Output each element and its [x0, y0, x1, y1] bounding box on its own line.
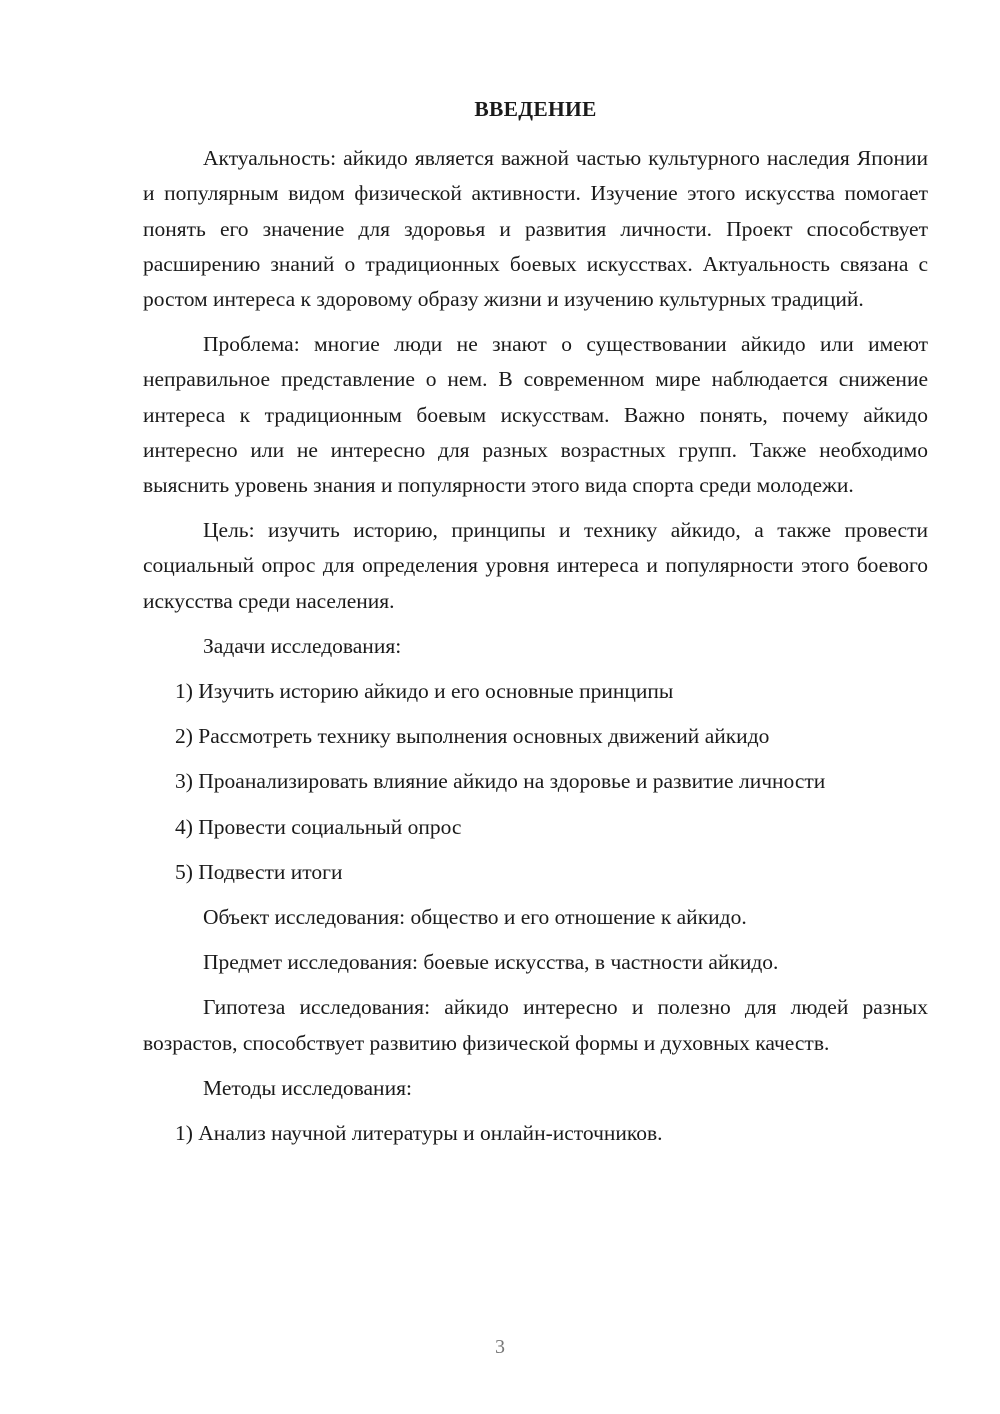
methods-heading: Методы исследования:: [203, 1075, 412, 1100]
hypothesis-paragraph: Гипотеза исследования: айкидо интересно и полезно для людей разных возрастов, способствует развитию физической формы и духовных качеств.: [143, 995, 928, 1055]
page-number: 3: [495, 1336, 505, 1358]
goal-paragraph: Цель: изучить историю, принципы и технику айкидо, а также провести социальный опрос для определения уровня интереса и популярности этого боевого искусства среди населения.: [143, 518, 928, 613]
document-page: [143, 92, 928, 1161]
task-item: 4) Провести социальный опрос: [175, 814, 462, 839]
problem-paragraph: Проблема: многие люди не знают о существовании айкидо или имеют неправильное представление о нем. В современном мире наблюдается снижение интереса к традиционным боевым искусствам. Важно понять, почему айкидо интересно или не интересно для разных возрастных групп. Также необходимо выяснить уровень знания и популярности этого вида спорта среди молодежи.: [143, 332, 928, 498]
relevance-paragraph: Актуальность: айкидо является важной частью культурного наследия Японии и популярным видом физической активности. Изучение этого искусства помогает понять его значение для здоровья и развития личности. Проект способствует расширению знаний о традиционных боевых искусствах. Актуальность связана с ростом интереса к здоровому образу жизни и изучению культурных традиций.: [143, 146, 928, 312]
task-item: 2) Рассмотреть технику выполнения основных движений айкидо: [175, 724, 770, 749]
tasks-heading: Задачи исследования:: [203, 633, 402, 658]
method-item: 1) Анализ научной литературы и онлайн-источников.: [175, 1121, 663, 1146]
subject-statement: Предмет исследования: боевые искусства, в частности айкидо.: [203, 950, 779, 975]
document-title: ВВЕДЕНИЕ: [474, 97, 597, 121]
object-statement: Объект исследования: общество и его отношение к айкидо.: [203, 905, 747, 930]
task-item: 3) Проанализировать влияние айкидо на здоровье и развитие личности: [175, 769, 826, 794]
task-item: 1) Изучить историю айкидо и его основные принципы: [175, 679, 674, 704]
task-item: 5) Подвести итоги: [175, 859, 343, 884]
